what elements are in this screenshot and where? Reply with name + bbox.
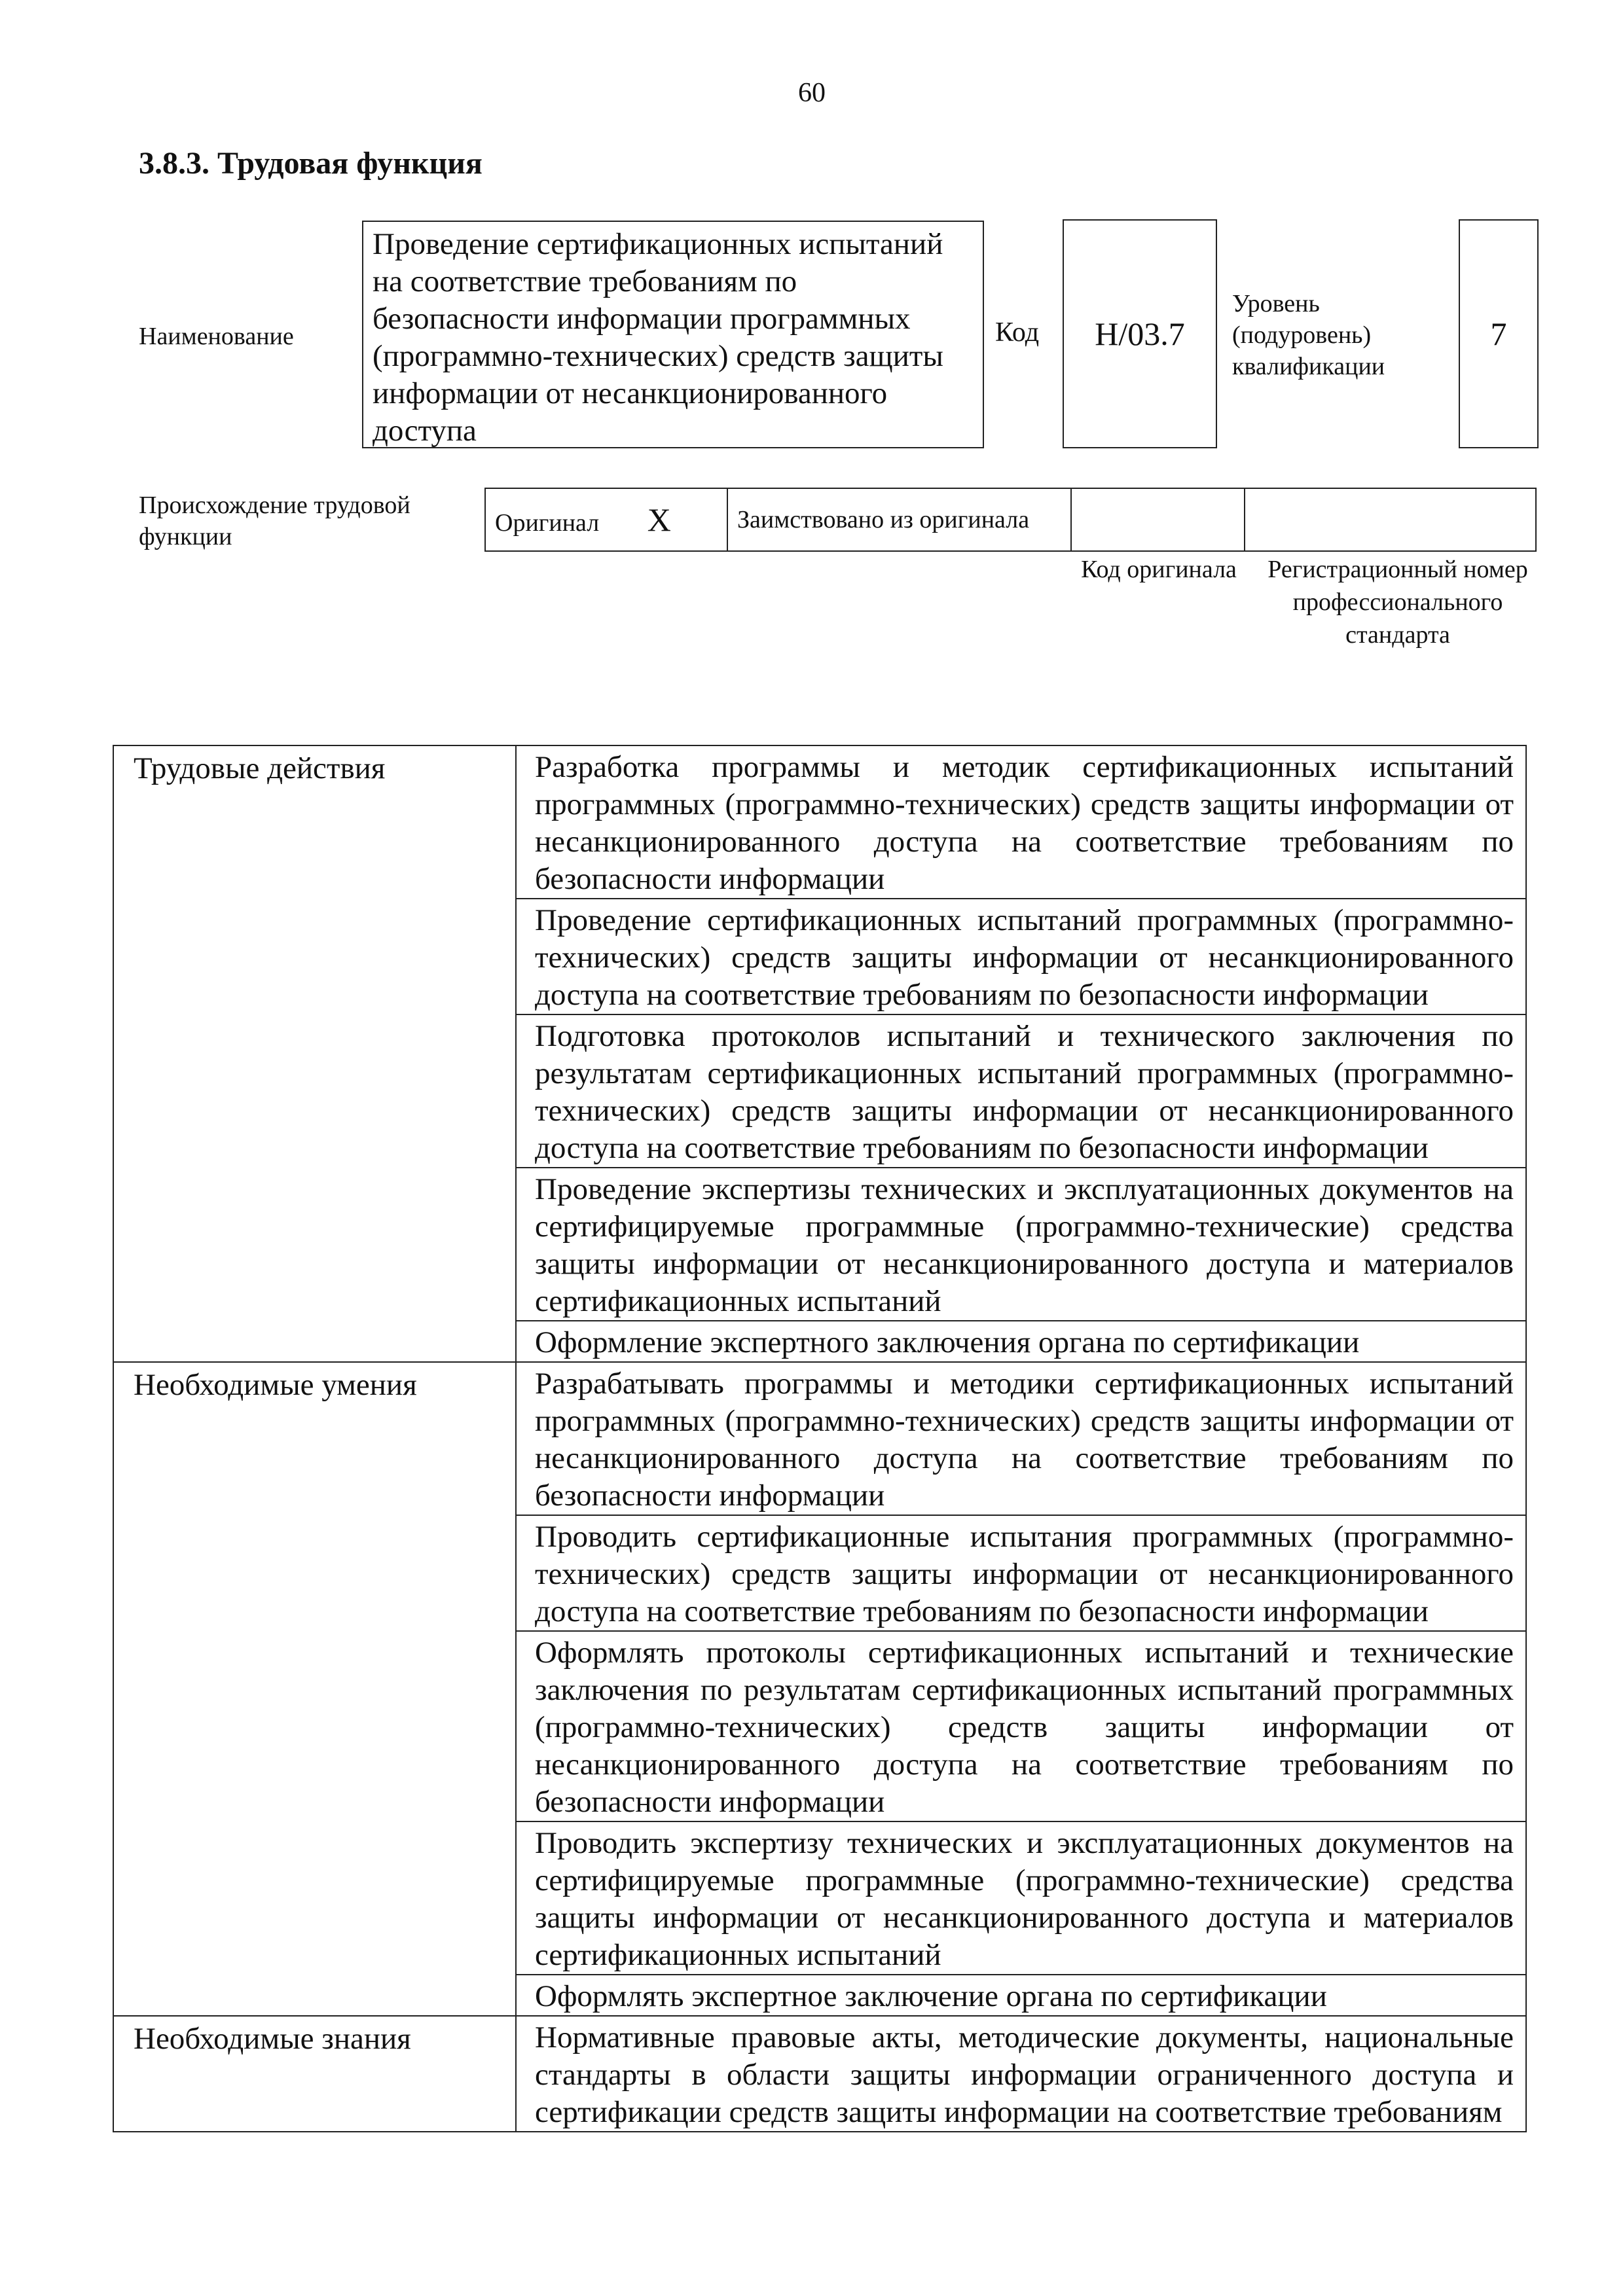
list-item: Разрабатывать программы и методики сертификационных испытаний программных (программно-технических) средств защиты информации от несанкционированного доступа на соответствие требованиям по безопасности информации xyxy=(516,1362,1526,1515)
list-item: Проведение экспертизы технических и эксплуатационных документов на сертифицируемые программные (программно-технические) средства защиты информации от несанкционированного доступа и материалов сертификационных испытаний xyxy=(516,1168,1526,1321)
reg-caption: Регистрационный номер профессионального стандарта xyxy=(1267,556,1528,649)
list-item: Разработка программы и методик сертификационных испытаний программных (программно-технических) средств защиты информации от несанкционированного доступа на соответствие требованиям по безопасности информации xyxy=(516,745,1526,899)
category-cell: Трудовые действия xyxy=(113,745,516,1362)
code-value-box xyxy=(1063,219,1217,448)
original-mark: X xyxy=(647,501,671,538)
level-label: Уровень (подуровень) квалификации xyxy=(1232,290,1385,380)
table-row xyxy=(113,1362,1526,1515)
list-item: Проводить экспертизу технических и эксплуатационных документов на сертифицируемые программные (программно-технические) средства защиты информации от несанкционированного доступа и материалов сертификационных испытаний xyxy=(516,1821,1526,1975)
code-value: H/03.7 xyxy=(1095,315,1185,352)
table-row xyxy=(113,2016,1526,2132)
level-value: 7 xyxy=(1490,315,1507,352)
list-item: Оформлять протоколы сертификационных испытаний и технические заключения по результатам сертификационных испытаний программных (программно-технических) средств защиты информации от несанкционированного доступа на соответствие требованиям по безопасности информации xyxy=(516,1631,1526,1821)
list-item: Проведение сертификационных испытаний программных (программно-технических) средств защиты информации от несанкционированного доступа на соответствие требованиям по безопасности информации xyxy=(516,899,1526,1014)
list-item: Проводить сертификационные испытания программных (программно-технических) средств защиты информации от несанкционированного доступа на соответствие требованиям по безопасности информации xyxy=(516,1515,1526,1631)
section-title: 3.8.3. Трудовая функция xyxy=(139,146,483,181)
original-cell xyxy=(485,488,727,551)
origin-code-cell xyxy=(1071,488,1245,551)
list-item: Оформление экспертного заключения органа по сертификации xyxy=(516,1321,1526,1362)
list-item: Подготовка протоколов испытаний и технического заключения по результатам сертификационных испытаний программных (программно-технических) средств защиты информации от несанкционированного доступа на соответствие требованиям по безопасности информации xyxy=(516,1014,1526,1168)
borrowed-cell: Заимствовано из оригинала xyxy=(727,488,1071,551)
origin-label: Происхождение трудовой функции xyxy=(139,492,410,550)
code-caption: Код оригинала xyxy=(1081,556,1237,583)
category-cell: Необходимые умения xyxy=(113,1362,516,2016)
origin-reg-cell xyxy=(1245,488,1536,551)
code-label: Код xyxy=(995,317,1040,348)
table-row xyxy=(113,745,1526,899)
name-label: Наименование xyxy=(139,323,294,350)
category-cell: Необходимые знания xyxy=(113,2016,516,2132)
origin-table xyxy=(484,488,1537,552)
list-item: Нормативные правовые акты, методические документы, национальные стандарты в области защиты информации ограниченного доступа и сертификации средств защиты информации на соответствие требованиям xyxy=(516,2016,1526,2132)
original-label: Оригинал xyxy=(495,509,600,537)
list-item: Оформлять экспертное заключение органа по сертификации xyxy=(516,1975,1526,2016)
function-name-box: Проведение сертификационных испытаний на соответствие требованиям по безопасности информации программных (программно-технических) средств защиты информации от несанкционированного доступа xyxy=(362,221,984,448)
requirements-table xyxy=(113,745,1527,2132)
level-value-box xyxy=(1459,219,1539,448)
page-number: 60 xyxy=(798,78,826,108)
